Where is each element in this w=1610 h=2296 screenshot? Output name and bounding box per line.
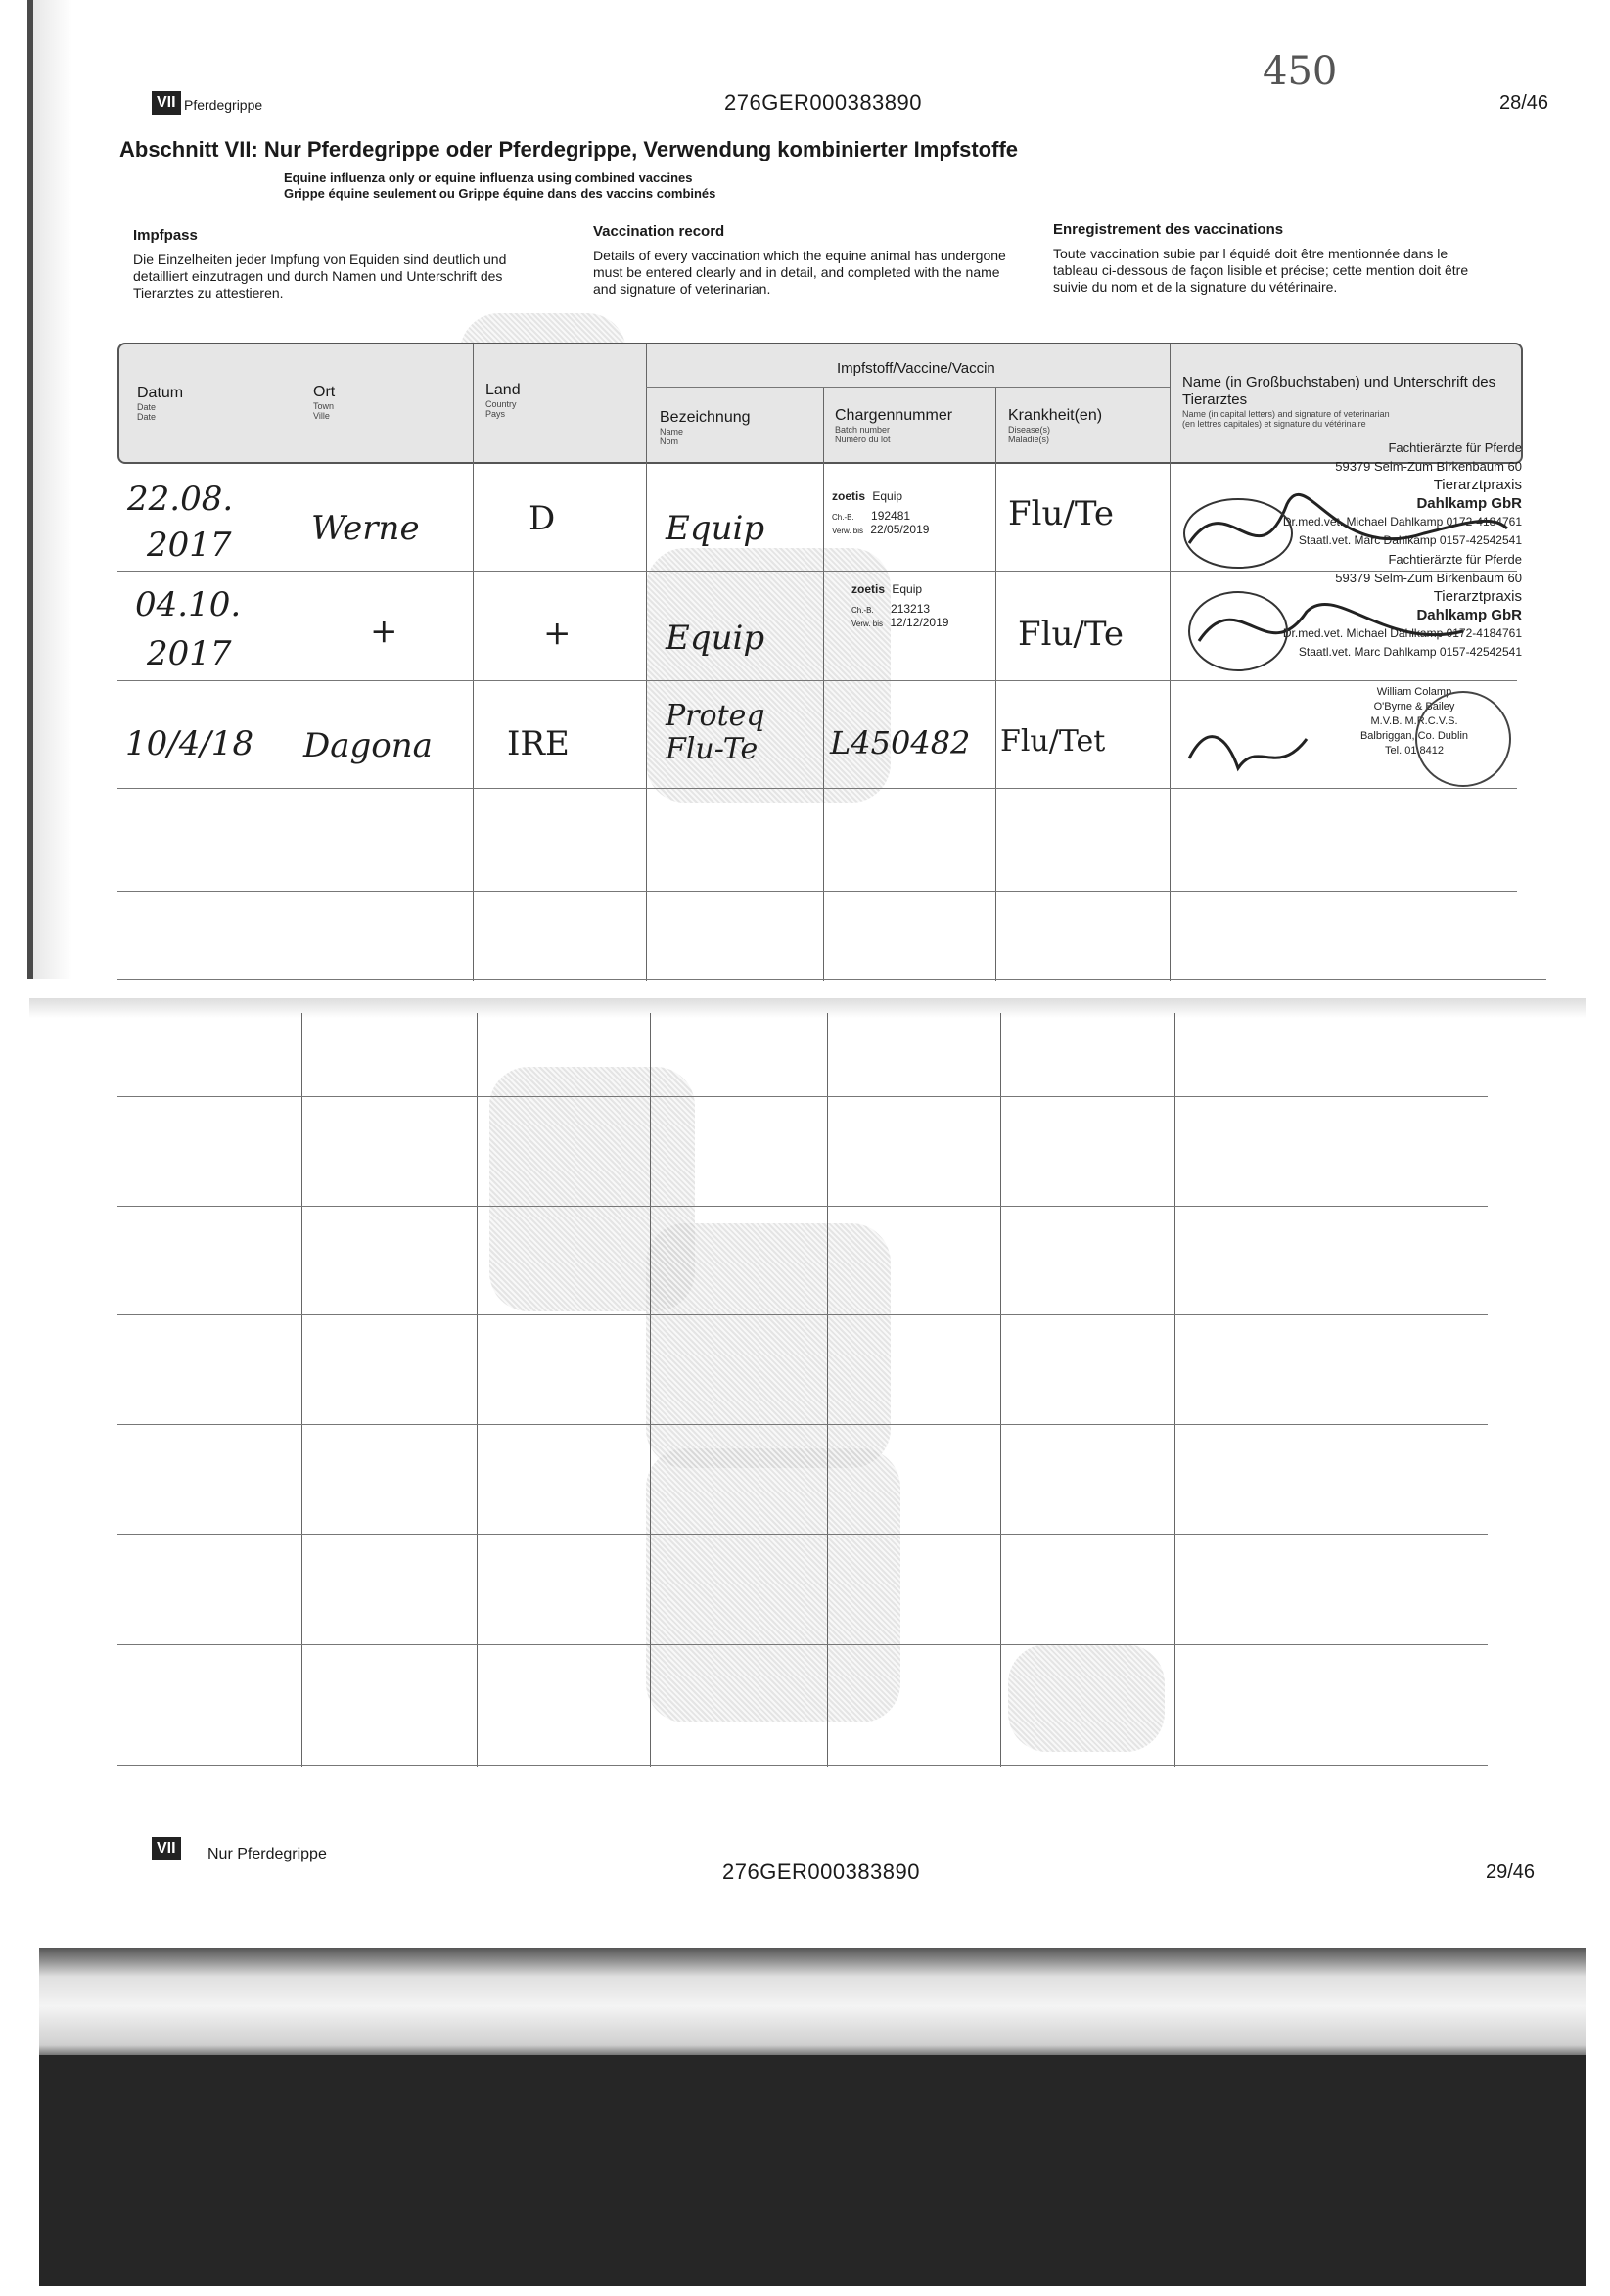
grid-line [117, 1096, 1488, 1097]
col-header-vaccine-name: Bezeichnung Name Nom [660, 409, 751, 446]
col-header-country: Land Country Pays [485, 382, 521, 419]
intro-fr-text: Toute vaccination subie par l équidé doit être mentionnée dans le tableau ci-dessous de façon lisible et précise; cette mention doit être suivie du nom et de la signature du vétérinaire. [1053, 246, 1469, 295]
scanner-edge [39, 1948, 1586, 2055]
vaccine-group-header: Impfstoff/Vaccine/Vaccin [837, 360, 995, 377]
vet-stamp: Fachtierärzte für Pferde 59379 Selm-Zum Birkenbaum 60 Tierarztpraxis Dahlkamp GbR Dr.med.vet. Michael Dahlkamp 0172-4184761 Staatl.vet. Marc Dahlkamp 0157-42542541 [1282, 440, 1522, 547]
entry-disease: Flu/Te [1008, 494, 1114, 533]
grid-line [1000, 1013, 1001, 1767]
entry-batch: L450482 [830, 724, 971, 761]
entry-country: + [543, 614, 572, 653]
grid-line [117, 1644, 1488, 1645]
sticker-exp-label: Verw. bis [851, 620, 884, 628]
sticker-batch-label: Ch.-B. [832, 513, 854, 522]
section-subtitle-en: Equine influenza only or equine influenza using combined vaccines [284, 170, 693, 185]
header-divider [646, 344, 647, 462]
section-tag: Pferdegrippe [184, 97, 263, 113]
entry-country: IRE [507, 724, 570, 763]
entry-country: D [529, 499, 556, 538]
intro-fr [1053, 221, 1484, 296]
grid-line [650, 1013, 651, 1767]
sticker-batch: 192481 [871, 509, 911, 523]
ueln-number: 276GER000383890 [722, 1860, 920, 1884]
entry-vaccine-name: Equip [666, 619, 765, 658]
grid-line [646, 462, 647, 981]
entry-date-year: 2017 [147, 526, 232, 565]
entry-town: + [370, 612, 398, 651]
section-title: Abschnitt VII: Nur Pferdegrippe oder Pferdegrippe, Verwendung kombinierter Impfstoffe [119, 137, 1019, 161]
grid-line [301, 1013, 302, 1767]
entry-town: Werne [311, 509, 420, 548]
entry-disease: Flu/Tet [1000, 724, 1106, 758]
grid-line [117, 979, 1546, 980]
header-divider [995, 387, 996, 462]
grid-line [117, 1534, 1488, 1535]
col-header-town: Ort Town Ville [313, 384, 336, 421]
grid-line [823, 462, 824, 981]
watermark-shade [646, 1448, 900, 1722]
header-divider [823, 387, 824, 462]
section-subtitle-fr: Grippe équine seulement ou Grippe équine dans des vaccins combinés [284, 186, 716, 201]
intro-en-text: Details of every vaccination which the equine animal has undergone must be entered clearly and in detail, and completed with the name and signature of veterinarian. [593, 248, 1006, 297]
vet-stamp: William Colamp O'Byrne & Bailey M.V.B. M.R.C.V.S. Balbriggan, Co. Dublin Tel. 01 8412 [1359, 686, 1469, 757]
grid-line [827, 1013, 828, 1767]
section-tag: Nur Pferdegrippe [207, 1846, 327, 1862]
grid-line [473, 462, 474, 981]
section-badge: VII [152, 91, 181, 115]
sticker-brand: zoetis [851, 582, 886, 596]
sticker-batch: 213213 [891, 602, 931, 616]
grid-line [117, 1206, 1488, 1207]
col-header-veterinarian: Name (in Großbuchstaben) und Unterschrift des Tierarztes Name (in capital letters) and signature of veterinarian (en lettres capitales) et signature du vétérinaire [1182, 374, 1496, 429]
sticker-product: Equip [872, 489, 903, 503]
col-header-date: Datum Date Date [137, 385, 184, 422]
intro-en [593, 223, 1024, 298]
sticker-batch-label: Ch.-B. [851, 606, 874, 615]
ueln-number: 276GER000383890 [724, 90, 922, 115]
vaccine-batch-sticker [851, 582, 998, 629]
entry-date: 04.10. [135, 585, 242, 624]
intro-de-heading: Impfpass [133, 227, 198, 244]
header-group-divider [646, 387, 1170, 388]
page-number: 29/46 [1486, 1861, 1536, 1883]
sticker-product: Equip [892, 582, 923, 596]
sticker-brand: zoetis [832, 489, 866, 503]
grid-line [117, 1424, 1488, 1425]
entry-date: 22.08. [127, 480, 234, 519]
grid-line [117, 1765, 1488, 1766]
col-header-disease: Krankheit(en) Disease(s) Maladie(s) [1008, 407, 1103, 444]
sticker-exp: 22/05/2019 [870, 523, 930, 536]
entry-date: 10/4/18 [125, 724, 254, 763]
page-fold [29, 998, 1586, 1018]
entry-vaccine-name: Equip [666, 509, 765, 548]
intro-en-heading: Vaccination record [593, 223, 725, 240]
page-binding-shadow [33, 0, 72, 979]
vet-signatures [1170, 445, 1522, 798]
entry-disease: Flu/Te [1018, 615, 1124, 654]
watermark-shade [646, 1223, 891, 1468]
watermark-shade [1008, 1644, 1165, 1752]
vet-stamp: Fachtierärzte für Pferde 59379 Selm-Zum Birkenbaum 60 Tierarztpraxis Dahlkamp GbR Dr.med.vet. Michael Dahlkamp 0172-4184761 Staatl.vet. Marc Dahlkamp 0157-42542541 [1282, 552, 1522, 659]
grid-line [995, 462, 996, 981]
entry-town: Dagona [303, 726, 433, 765]
grid-line [477, 1013, 478, 1767]
grid-line [117, 1314, 1488, 1315]
entry-vaccine-name: Proteq Flu-Te [666, 699, 765, 766]
page-number: 28/46 [1499, 92, 1549, 114]
header-divider [1170, 344, 1171, 462]
intro-de-text: Die Einzelheiten jeder Impfung von Equiden sind deutlich und detailliert einzutragen und durch Namen und Unterschrift des Tierarztes zu attestieren. [133, 252, 507, 300]
section-badge: VII [152, 1837, 181, 1860]
grid-line [1174, 1013, 1175, 1767]
col-header-batch: Chargennummer Batch number Numéro du lot [835, 407, 953, 444]
entry-date-year: 2017 [147, 634, 232, 673]
handwritten-page-count: 450 [1263, 49, 1338, 94]
header-divider [473, 344, 474, 462]
sticker-exp: 12/12/2019 [890, 616, 949, 629]
sticker-exp-label: Verw. bis [832, 527, 864, 535]
intro-fr-heading: Enregistrement des vaccinations [1053, 221, 1284, 238]
grid-line [117, 891, 1517, 892]
scanner-background [39, 2055, 1586, 2286]
intro-de [133, 227, 564, 301]
vaccine-batch-sticker [832, 489, 989, 536]
